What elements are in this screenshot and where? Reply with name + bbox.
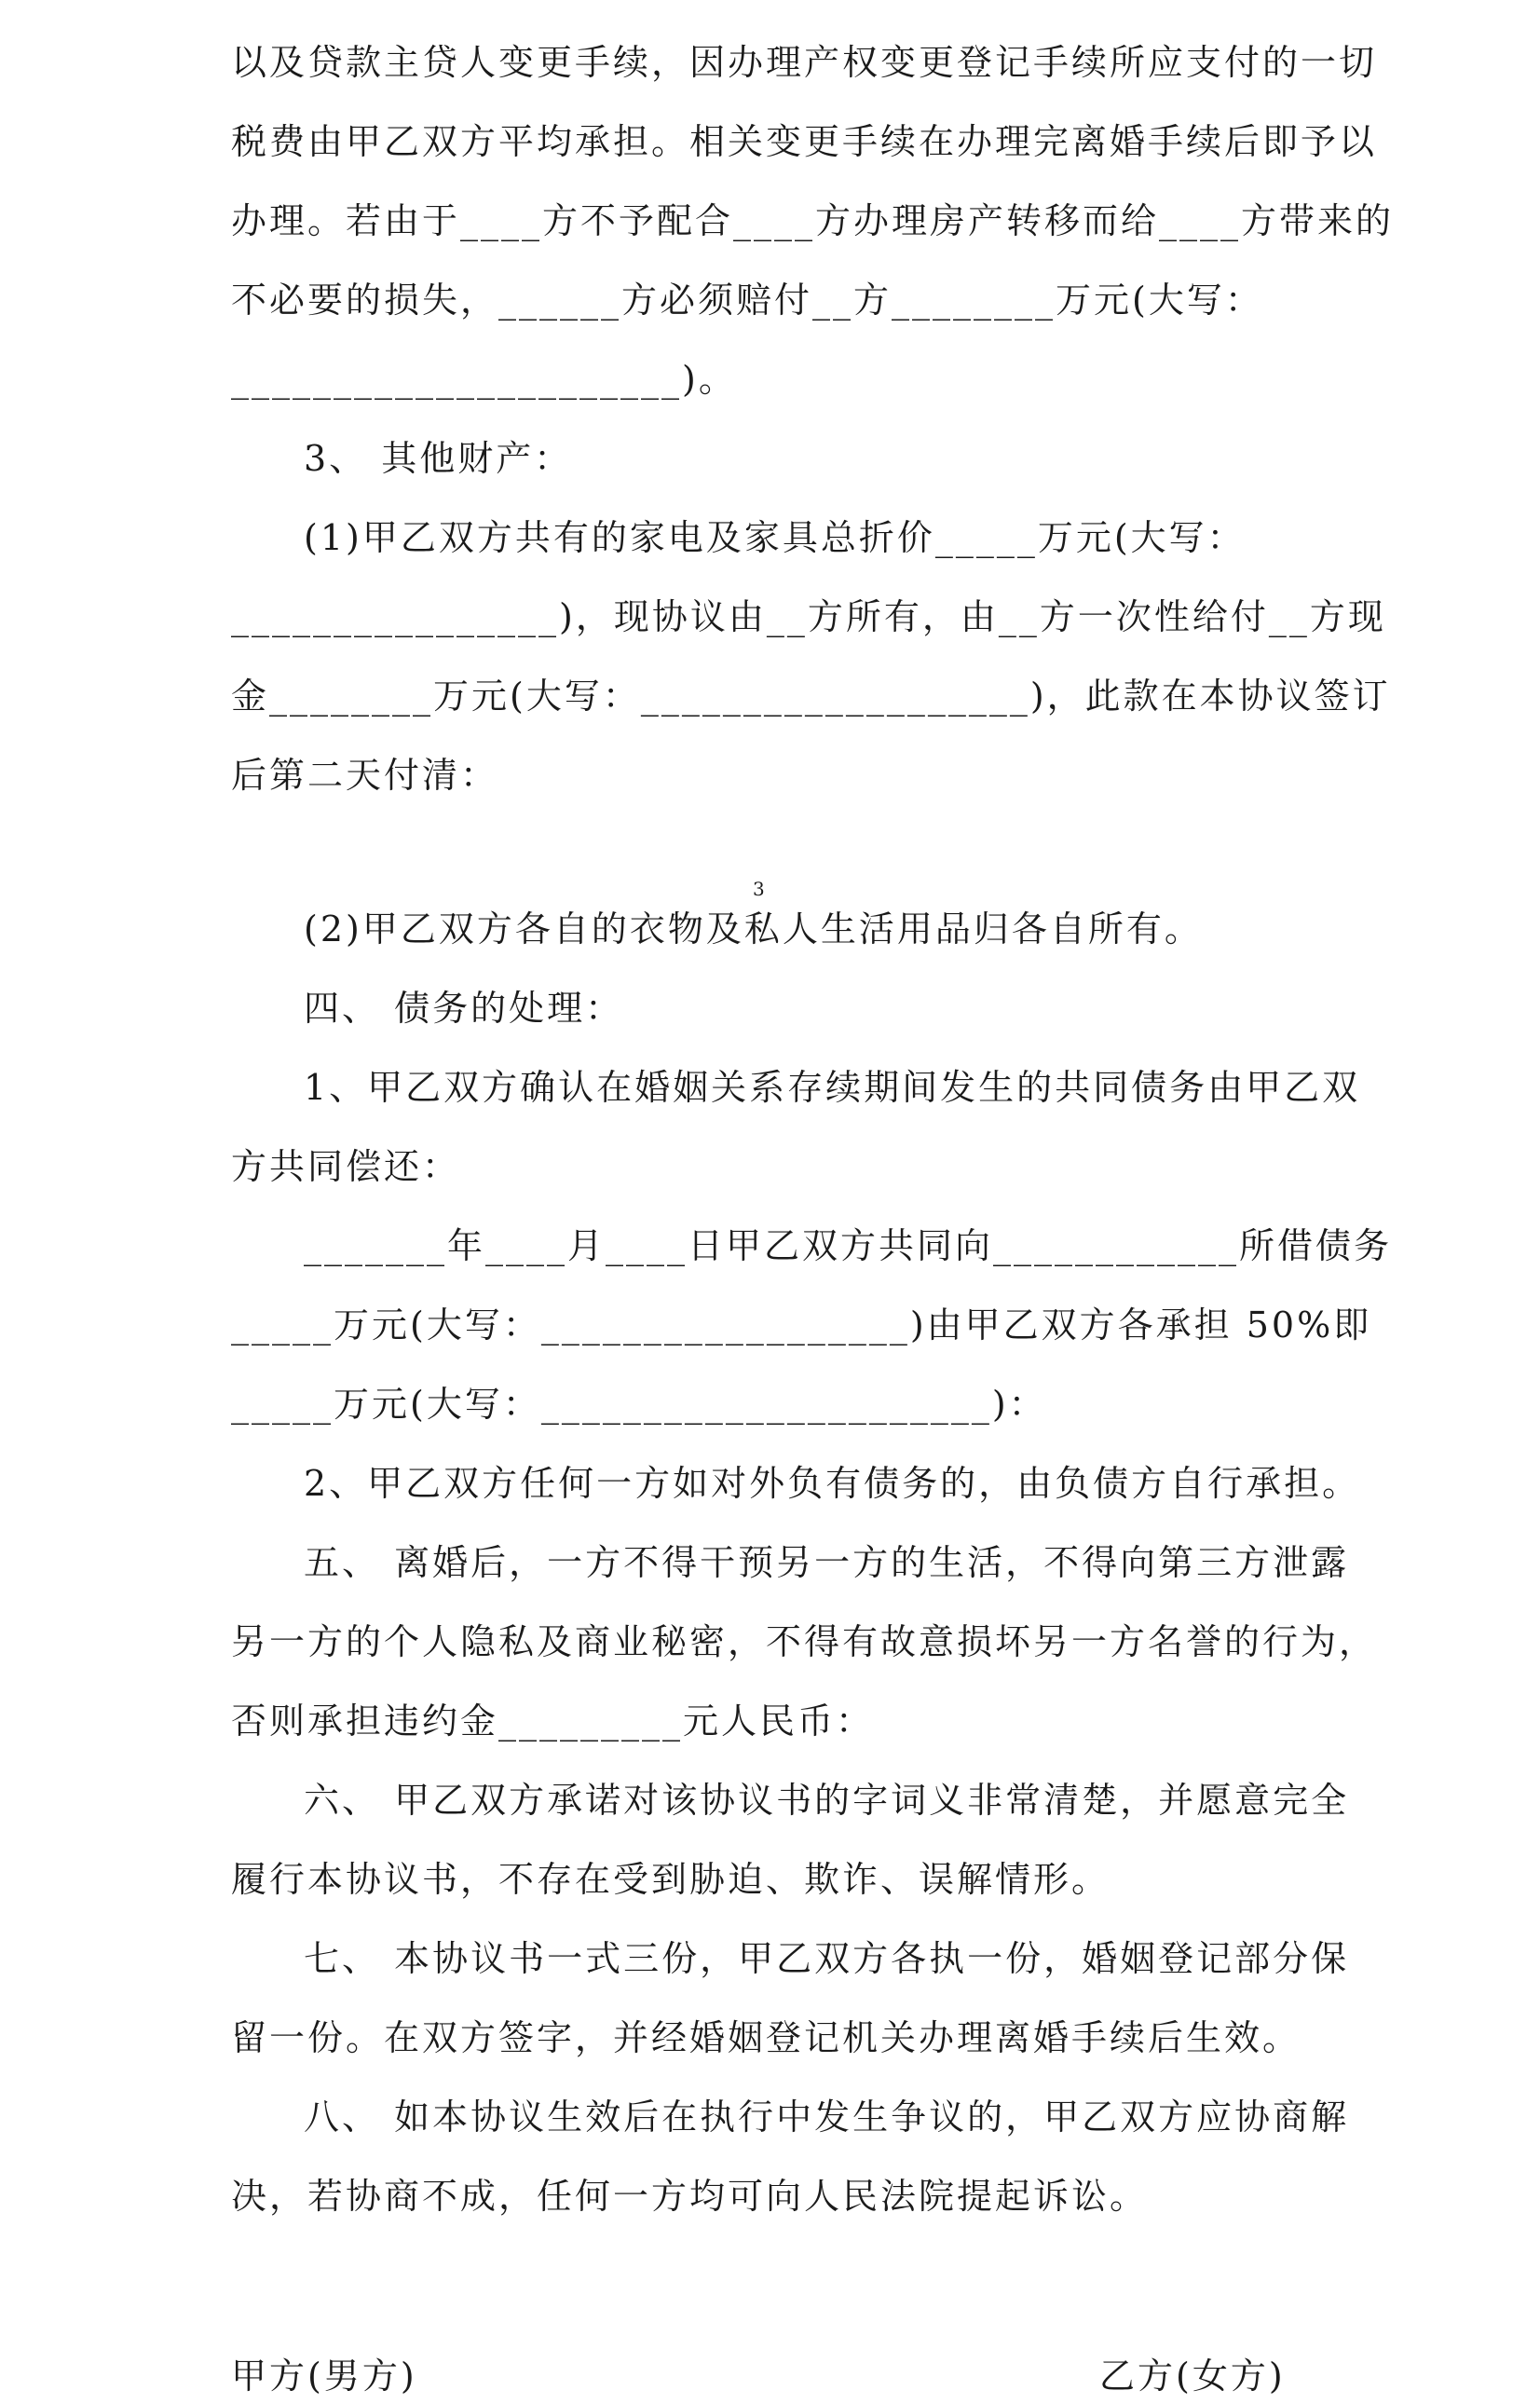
text-line: 方共同偿还： (231, 1146, 461, 1187)
text-line: _______年____月____日甲乙双方共同向____________所借债务 (304, 1225, 1393, 1266)
text-line: 后第二天付清： (231, 755, 499, 796)
text-line: 决，若协商不成，任何一方均可向人民法院提起诉讼。 (231, 2176, 1149, 2217)
section-heading: 七、 本协议书一式三份，甲乙双方各执一份，婚姻登记部分保 (304, 1938, 1350, 1979)
text-line: (1)甲乙双方共有的家电及家具总折价_____万元(大写： (304, 517, 1246, 558)
text-line: 另一方的个人隐私及商业秘密，不得有故意损坏另一方名誉的行为， (231, 1621, 1378, 1662)
text-line: _____万元(大写：______________________)： (231, 1384, 1047, 1425)
text-line: 留一份。在双方签字，并经婚姻登记机关办理离婚手续后生效。 (231, 2017, 1302, 2058)
text-line: 办理。若由于____方不予配合____方办理房产转移而给____方带来的 (231, 200, 1395, 241)
section-heading: 3、 其他财产： (304, 438, 573, 479)
text-line: 1、甲乙双方确认在婚姻关系存续期间发生的共同债务由甲乙双 (304, 1067, 1361, 1108)
text-line: 否则承担违约金_________元人民币： (231, 1701, 875, 1742)
page-number: 3 (753, 878, 765, 900)
text-line: ________________)，现协议由__方所有，由__方一次性给付__方现 (231, 596, 1386, 637)
text-line: (2)甲乙双方各自的衣物及私人生活用品归各自所有。 (304, 908, 1203, 949)
section-heading: 五、 离婚后，一方不得干预另一方的生活，不得向第三方泄露 (304, 1542, 1350, 1583)
section-heading: 六、 甲乙双方承诺对该协议书的字词义非常清楚，并愿意完全 (304, 1780, 1350, 1821)
text-line: _____万元(大写：__________________)由甲乙双方各承担 50%即 (231, 1304, 1372, 1345)
text-line: 税费由甲乙双方平均承担。相关变更手续在办理完离婚手续后即予以 (231, 121, 1378, 162)
text-line: 2、甲乙双方任何一方如对外负有债务的，由负债方自行承担。 (304, 1463, 1361, 1504)
signature-party-a: 甲方(男方) (231, 2356, 417, 2397)
signature-party-b: 乙方(女方) (1099, 2356, 1286, 2397)
text-line: 金________万元(大写：___________________)，此款在本协议签订 (231, 676, 1391, 717)
text-line: 以及贷款主贷人变更手续，因办理产权变更登记手续所应支付的一切 (231, 42, 1378, 83)
section-heading: 四、 债务的处理： (304, 988, 624, 1029)
section-heading: 八、 如本协议生效后在执行中发生争议的，甲乙双方应协商解 (304, 2097, 1350, 2138)
text-line: 不必要的损失，______方必须赔付__方________万元(大写： (231, 280, 1263, 321)
text-line: 履行本协议书，不存在受到胁迫、欺诈、误解情形。 (231, 1859, 1111, 1900)
text-line: ______________________)。 (231, 359, 737, 400)
